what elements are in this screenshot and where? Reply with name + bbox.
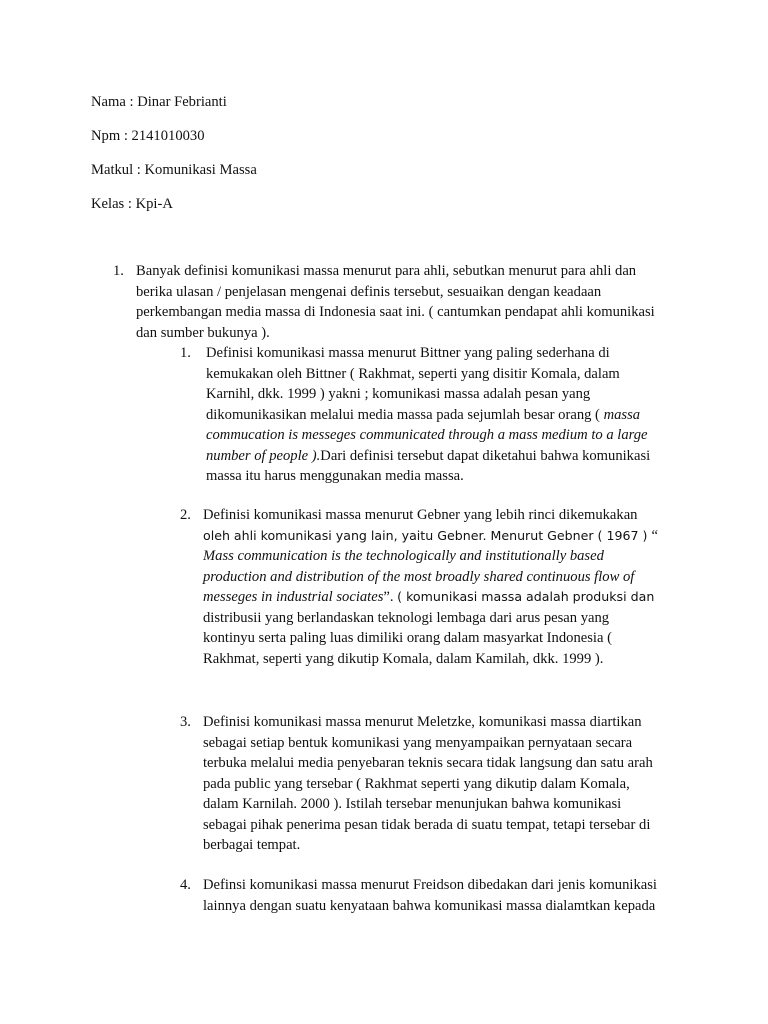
answer-line (206, 405, 696, 426)
english-quote: massa (603, 406, 641, 423)
question-line: perkembangan media massa di Indonesia saat ini. ( cantumkan pendapat ahli komunikasi (136, 304, 655, 320)
answer-line: berbagai tempat. (203, 837, 301, 853)
answer-line: massa itu harus menggunakan media massa. (206, 468, 464, 484)
student-name: Nama : Dinar Febrianti (91, 94, 227, 110)
answer-line: sebagai pihak penerima pesan tidak berada di suatu tempat, tetapi tersebar di (203, 816, 651, 833)
answer-text: dikomunikasikan melalui media massa pada sejumlah besar orang ( (206, 406, 604, 423)
answer-2-text (203, 505, 693, 669)
answer-line (206, 446, 696, 467)
answer-line: lainnya dengan suatu kenyataan bahwa komunikasi massa dialamtkan kepada (203, 897, 656, 914)
answer-line: Definsi komunikasi massa menurut Freidson dibedakan dari jenis komunikasi (203, 877, 657, 893)
answer-line: Definisi komunikasi massa menurut Gebner yang lebih rinci dikemukakan (203, 507, 638, 523)
answer-text: oleh ahli komunikasi yang lain, yaitu Gebner. Menurut Gebner ( 1967 ) (203, 527, 652, 543)
close-quote: ”. (383, 589, 398, 605)
english-quote: number of people ). (206, 447, 321, 464)
answer-2-number: 2. (180, 507, 191, 523)
course-name: Matkul : Komunikasi Massa (91, 162, 257, 178)
answer-3-text (203, 712, 693, 856)
answer-text: ( komunikasi massa adalah produksi dan (397, 589, 655, 604)
english-quote: messeges in industrial sociates (203, 589, 384, 605)
answer-3-number: 3. (180, 714, 191, 730)
answer-line: dalam Karnilah. 2000 ). Istilah tersebar menunjukan bahwa komunikasi (203, 796, 622, 812)
class-name: Kelas : Kpi-A (91, 196, 173, 212)
open-quote: “ (651, 527, 658, 544)
answer-line: terbuka melalui media penyebaran teknis secara tidak langsung dan satu arah (203, 755, 653, 771)
answer-line: kemukakan oleh Bittner ( Rakhmat, seperti yang disitir Komala, dalam (206, 365, 620, 382)
answer-line: Rakhmat, seperti yang dikutip Komala, dalam Kamilah, dkk. 1999 ). (203, 650, 604, 667)
question-text (136, 261, 684, 343)
answer-line: sebagai setiap bentuk komunikasi yang menyampaikan pernyataan secara (203, 734, 633, 751)
english-quote-line: production and distribution of the most broadly shared continuous flow of (203, 568, 635, 585)
answer-line: kontinyu serta paling luas dimiliki orang dalam masyarkat Indonesia ( (203, 630, 612, 646)
answer-text: Dari definisi tersebut dapat diketahui bahwa komunikasi (320, 447, 651, 464)
question-line: berika ulasan / penjelasan mengenai definis tersebut, sesuaikan dengan keadaan (136, 283, 602, 300)
answer-4-text (203, 875, 693, 916)
answer-1-text (206, 343, 696, 487)
answer-1-number: 1. (180, 345, 191, 361)
answer-line (203, 587, 693, 608)
question-number: 1. (113, 263, 124, 279)
answer-4-number: 4. (180, 877, 191, 893)
question-line: dan sumber bukunya ). (136, 324, 270, 341)
english-quote-line: commucation is messeges communicated through a mass medium to a large (206, 427, 648, 443)
answer-line (203, 526, 693, 547)
english-quote-line: Mass communication is the technologically and institutionally based (203, 548, 604, 564)
answer-line: Definisi komunikasi massa menurut Meletzke, komunikasi massa diartikan (203, 714, 642, 730)
answer-line: Definisi komunikasi massa menurut Bittner yang paling sederhana di (206, 345, 610, 361)
question-line: Banyak definisi komunikasi massa menurut para ahli, sebutkan menurut para ahli dan (136, 263, 637, 279)
answer-line: pada public yang tersebar ( Rakhmat seperti yang dikutip dalam Komala, (203, 775, 630, 792)
answer-line: distribusii yang berlandaskan teknologi lembaga dari arus pesan yang (203, 609, 610, 626)
student-npm: Npm : 2141010030 (91, 128, 205, 144)
answer-line: Karnihl, dkk. 1999 ) yakni ; komunikasi massa adalah pesan yang (206, 386, 591, 402)
